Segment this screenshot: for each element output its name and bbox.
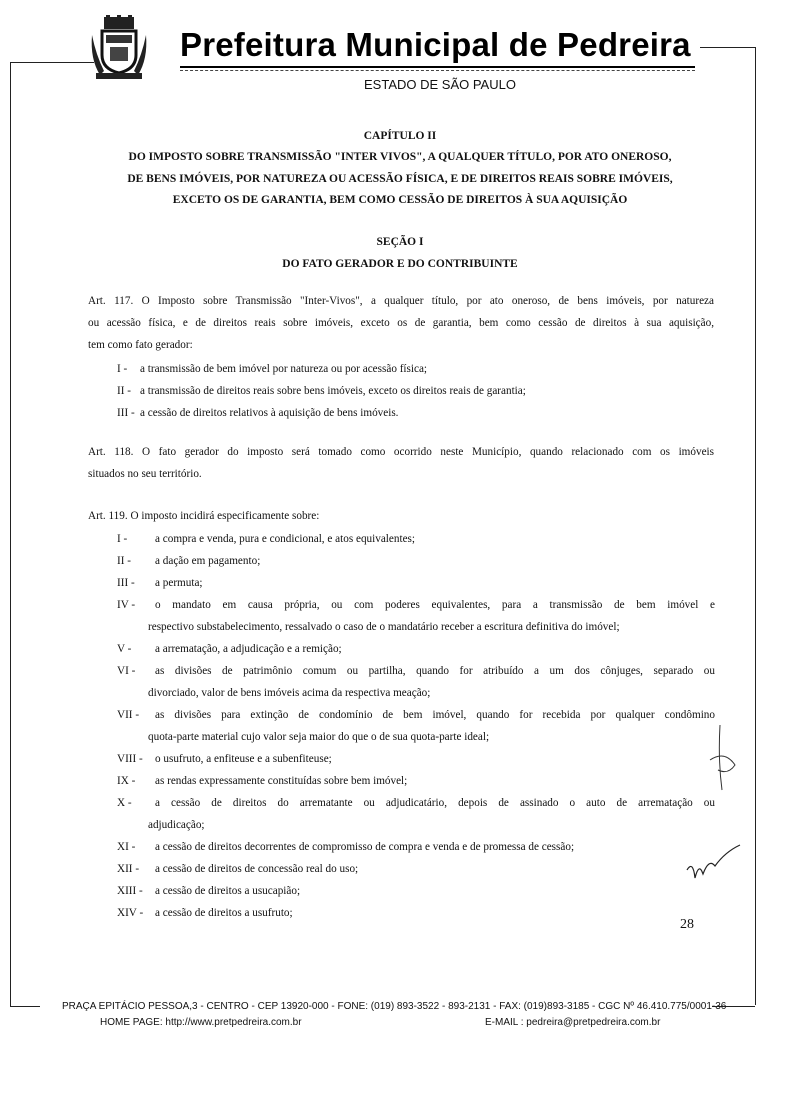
art119-item-text: a permuta;: [155, 577, 203, 589]
header-rule-secondary: [180, 70, 695, 71]
art119-item-text: o mandato em causa própria, ou com poderes equivalentes, para a transmissão de bem imóvel e: [155, 599, 715, 611]
art119-item-text: a compra e venda, pura e condicional, e atos equivalentes;: [155, 533, 416, 545]
art119-item-label: VI -: [117, 665, 136, 677]
art117-line: Art. 117. O Imposto sobre Transmissão "Inter-Vivos", a qualquer título, por ato oneroso, de bens imóveis, por natureza: [88, 295, 714, 307]
header-title: Prefeitura Municipal de Pedreira: [180, 26, 691, 63]
art119-item-label: VIII -: [117, 753, 143, 765]
art119-item-text: as rendas expressamente constituídas sobre bem imóvel;: [155, 775, 408, 787]
art119-item-label: VII -: [117, 709, 140, 721]
art119-item-label: III -: [117, 577, 135, 589]
art119-item-text: o usufruto, a enfiteuse e a subenfiteuse;: [155, 753, 332, 765]
art119-item-text: divorciado, valor de bens imóveis acima da respectiva meação;: [148, 687, 431, 699]
art119-item-label: II -: [117, 555, 131, 567]
art117-line: tem como fato gerador:: [88, 339, 193, 351]
art119-item-label: XIV -: [117, 907, 144, 919]
header-rule: [180, 66, 695, 68]
art118-line: Art. 118. O fato gerador do imposto será tomado como ocorrido neste Município, quando relacionado com os imóveis: [88, 446, 714, 458]
art117-item-text: a cessão de direitos relativos à aquisição de bens imóveis.: [140, 407, 399, 419]
page-frame-bottom: [10, 1006, 40, 1007]
initials-mark: [685, 840, 745, 885]
art119-item-text: a cessão de direitos de concessão real do uso;: [155, 863, 359, 875]
art119-item-label: IX -: [117, 775, 136, 787]
art117-item-label: II -: [117, 385, 131, 397]
art119-item-label: I -: [117, 533, 128, 545]
art119-intro: Art. 119. O imposto incidirá especificamente sobre:: [88, 510, 320, 522]
header-subtitle: ESTADO DE SÃO PAULO: [364, 77, 516, 92]
art119-item-label: V -: [117, 643, 132, 655]
art119-item-text: quota-parte material cujo valor seja maior do que o de sua quota-parte ideal;: [148, 731, 490, 743]
footer-homepage: HOME PAGE: http://www.pretpedreira.com.br: [100, 1017, 302, 1028]
coat-of-arms-icon: [90, 15, 148, 85]
art117-item-label: III -: [117, 407, 135, 419]
chapter-heading-line: DO IMPOSTO SOBRE TRANSMISSÃO "INTER VIVOS", A QUALQUER TÍTULO, POR ATO ONEROSO,: [128, 151, 672, 163]
art119-item-label: XIII -: [117, 885, 143, 897]
art117-line: ou acessão física, e de direitos reais sobre imóveis, exceto os de garantia, bem como cessão de direitos à sua aquisição,: [88, 317, 714, 329]
page-frame-right: [755, 47, 756, 1005]
art119-item-label: XI -: [117, 841, 136, 853]
art119-item-label: IV -: [117, 599, 136, 611]
chapter-label: CAPÍTULO II: [363, 130, 437, 142]
art119-item-text: a arrematação, a adjudicação e a remição;: [155, 643, 342, 655]
page-frame-top-right: [700, 47, 755, 48]
art119-item-text: as divisões para extinção de condomínio de bem imóvel, quando for recebida por qualquer condômino: [155, 709, 715, 721]
footer-address: PRAÇA EPITÁCIO PESSOA,3 - CENTRO - CEP 13920-000 - FONE: (019) 893-3522 - 893-2131 - FAX: (019)893-3185 - CGC Nº 46.410.775/0001-36: [62, 1001, 727, 1012]
art119-item-text: respectivo substabelecimento, ressalvado o caso de o mandatário receber a escritura definitiva do imóvel;: [148, 621, 620, 633]
art119-item-text: a cessão de direitos a usufruto;: [155, 907, 293, 919]
art117-item-label: I -: [117, 363, 128, 375]
footer-email: E-MAIL : pedreira@pretpedreira.com.br: [485, 1017, 661, 1028]
art117-item-text: a transmissão de bem imóvel por natureza ou por acessão física;: [140, 363, 428, 375]
section-label: SEÇÃO I: [376, 236, 424, 248]
art118-line: situados no seu território.: [88, 468, 202, 480]
art119-item-label: XII -: [117, 863, 140, 875]
chapter-heading-line: DE BENS IMÓVEIS, POR NATUREZA OU ACESSÃO FÍSICA, E DE DIREITOS REAIS SOBRE IMÓVEIS,: [127, 173, 673, 185]
art119-item-text: a cessão de direitos do arrematante ou adjudicatário, depois de assinado o auto de arrematação ou: [155, 797, 715, 809]
chapter-heading-line: EXCETO OS DE GARANTIA, BEM COMO CESSÃO DE DIREITOS À SUA AQUISIÇÃO: [172, 194, 628, 206]
art119-item-label: X -: [117, 797, 132, 809]
art119-item-text: a dação em pagamento;: [155, 555, 261, 567]
section-heading: DO FATO GERADOR E DO CONTRIBUINTE: [282, 258, 518, 270]
art119-item-text: as divisões de patrimônio comum ou partilha, quando for atribuído a um dos cônjuges, separado ou: [155, 665, 715, 677]
art117-item-text: a transmissão de direitos reais sobre bens imóveis, exceto os direitos reais de garantia;: [140, 385, 526, 397]
page-number: 28: [680, 917, 694, 932]
art119-item-text: a cessão de direitos a usucapião;: [155, 885, 301, 897]
page-frame-top: [10, 62, 94, 63]
signature-mark: [700, 720, 750, 800]
art119-item-text: a cessão de direitos decorrentes de compromisso de compra e venda e de promessa de cessão;: [155, 841, 575, 853]
art119-item-text: adjudicação;: [148, 819, 205, 831]
